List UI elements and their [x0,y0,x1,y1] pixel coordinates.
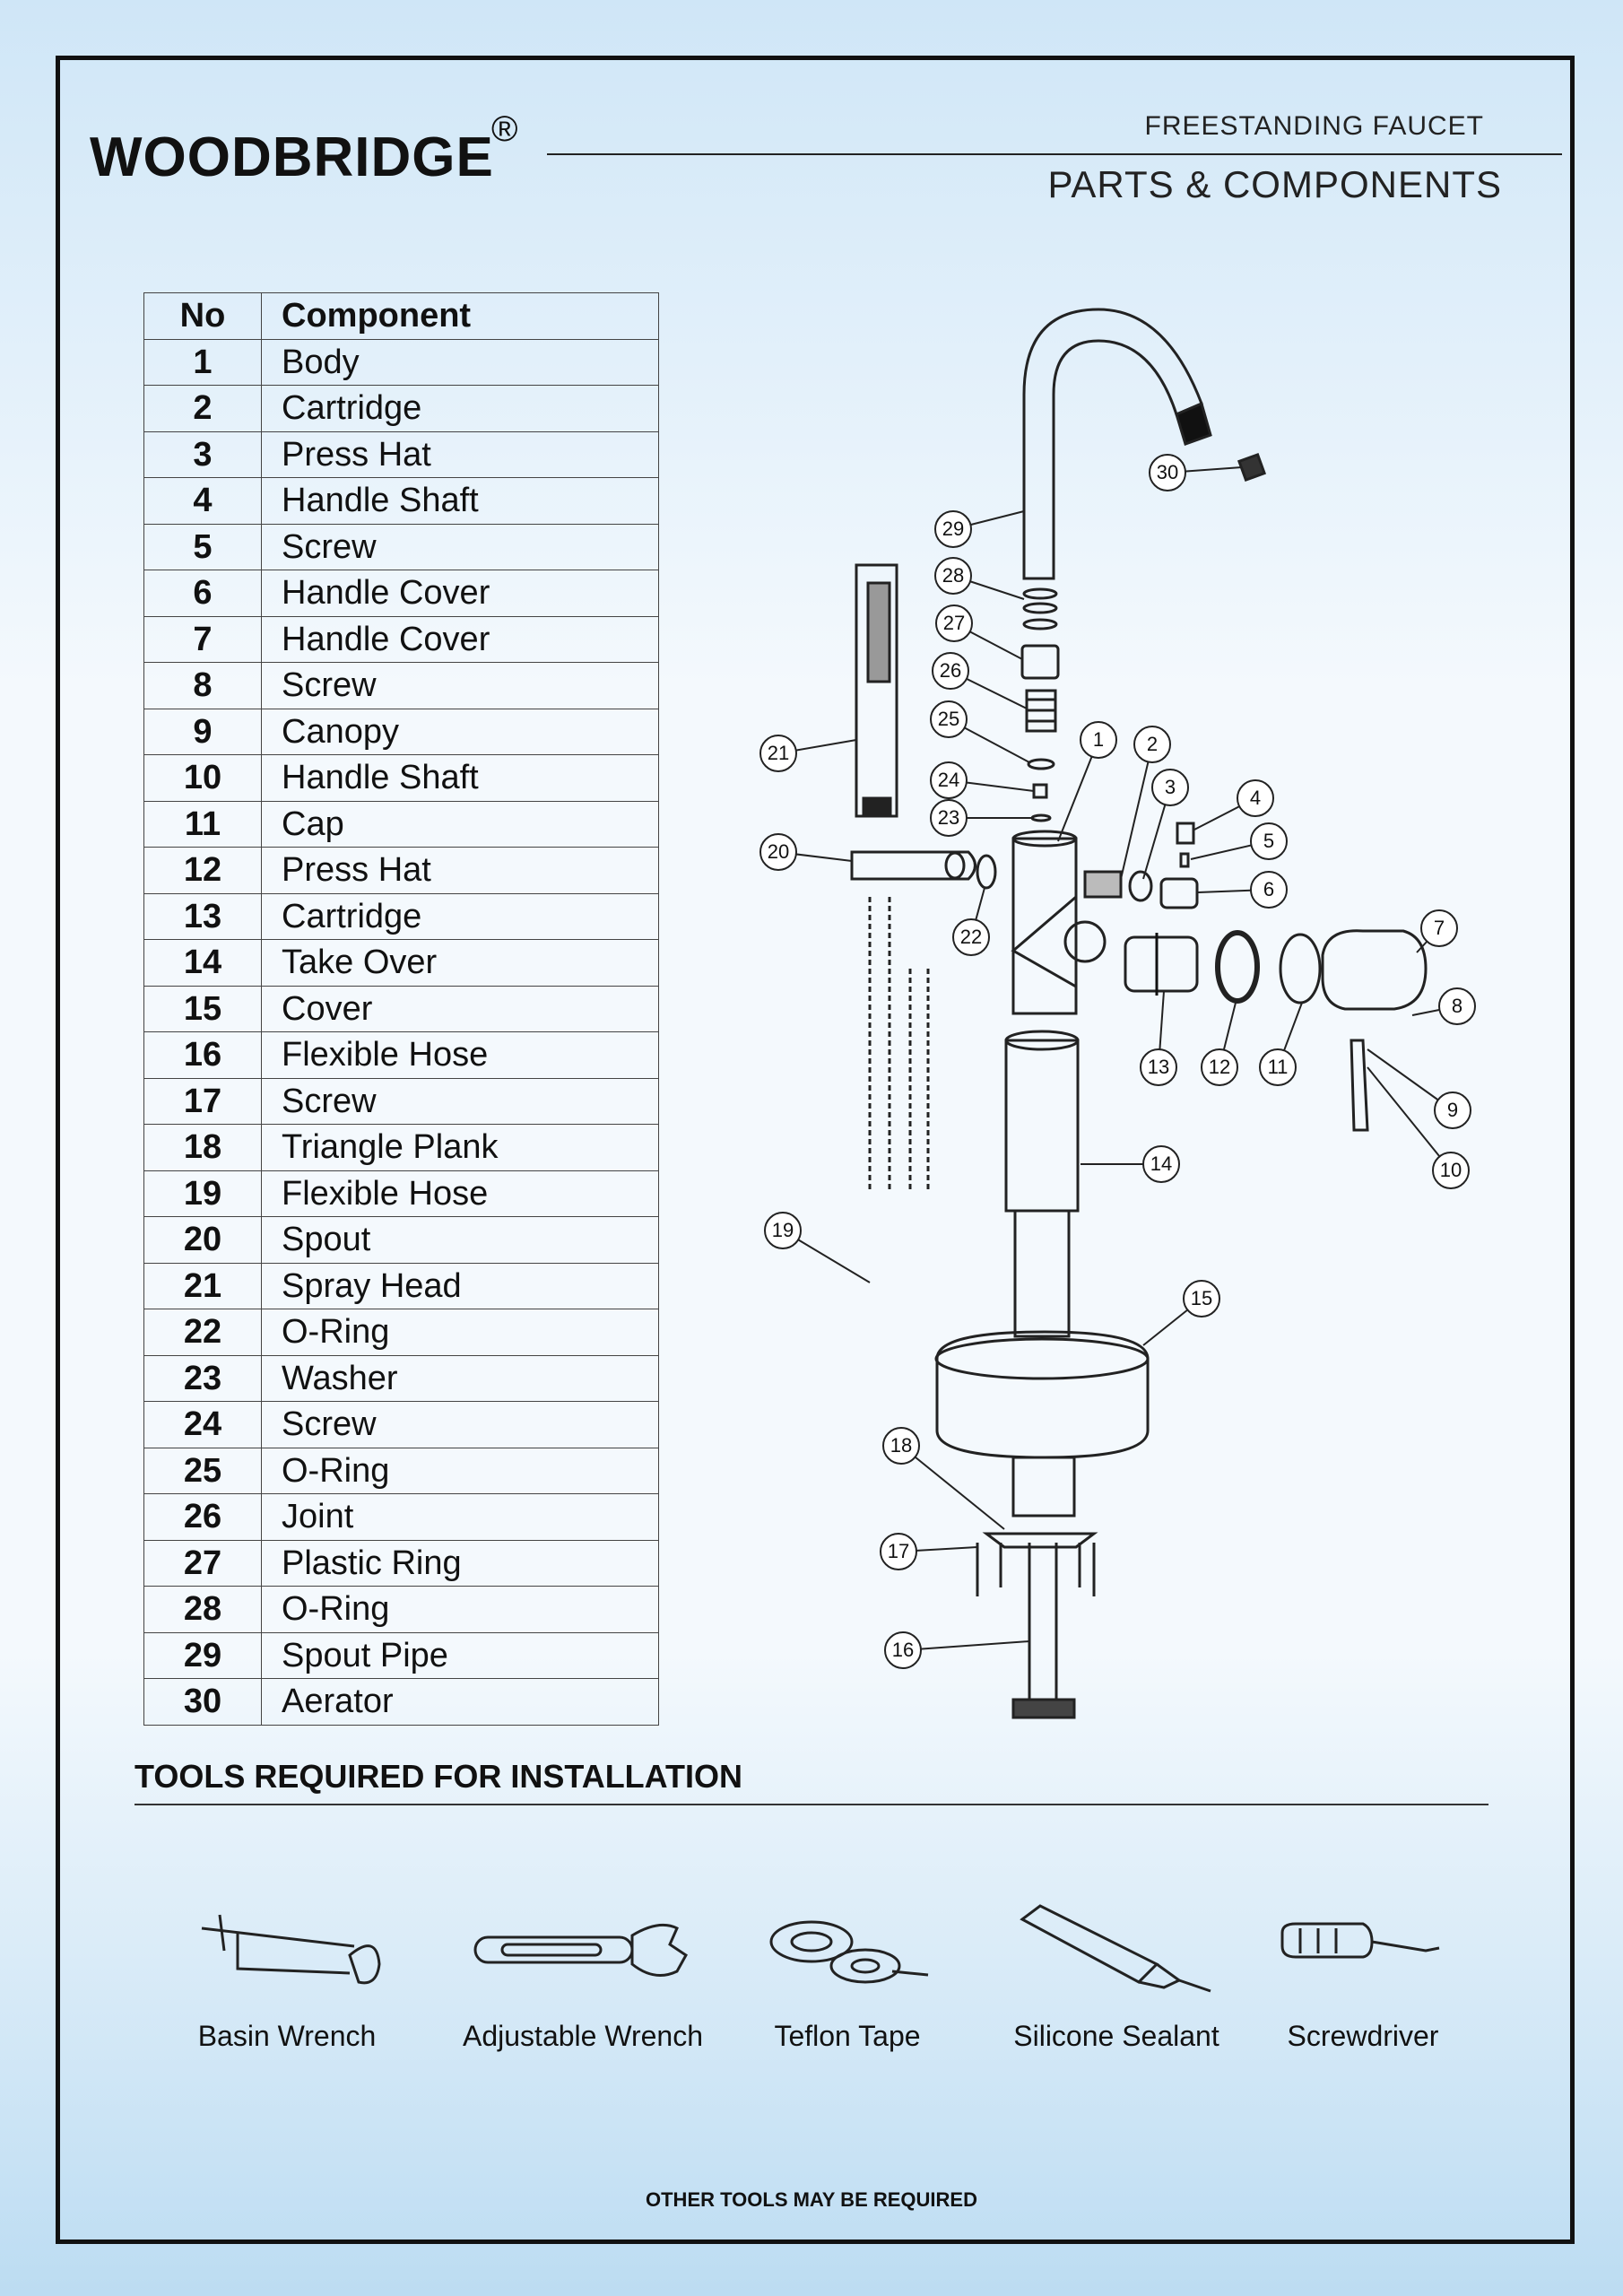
exploded-faucet-diagram [735,269,1506,1740]
part-component: Spout Pipe [262,1632,659,1679]
part-number: 23 [144,1355,262,1402]
part-component: Screw [262,663,659,709]
part-component: Handle Cover [262,570,659,617]
table-row [144,478,659,525]
handle-cover-6-shape [1161,879,1197,908]
part-component: Screw [262,1078,659,1125]
cartridge-13-shape [1125,937,1197,991]
callout-label-12: 12 [1208,1056,1231,1078]
part-component: Joint [262,1494,659,1541]
callout-label-10: 10 [1439,1159,1462,1181]
callout-label-11: 11 [1267,1056,1289,1078]
table-row [144,709,659,755]
callout-label-14: 14 [1150,1152,1173,1175]
table-row [144,616,659,663]
table-row [144,1217,659,1264]
parts-table-header [144,293,659,340]
footer-note: OTHER TOOLS MAY BE REQUIRED [646,2188,977,2211]
part-component: Press Hat [262,431,659,478]
callout-label-15: 15 [1190,1287,1213,1309]
callout-label-24: 24 [937,769,960,791]
tool-label: Screwdriver [1287,2020,1439,2052]
tool-teflon-tape [758,1901,937,2053]
col-no-header: No [144,293,262,340]
part-component: Body [262,339,659,386]
callout-label-4: 4 [1249,787,1262,809]
flexible-hose-19-shape [870,897,890,1193]
part-component: Handle Shaft [262,755,659,802]
callout-label-5: 5 [1263,830,1275,852]
part-number: 9 [144,709,262,755]
part-number: 8 [144,663,262,709]
part-number: 2 [144,386,262,432]
callout-label-9: 9 [1446,1099,1459,1121]
callout-label-20: 20 [767,840,790,863]
part-component: Screw [262,1402,659,1448]
callout-leader-2 [1121,744,1152,879]
part-component: Cap [262,801,659,848]
callout-label-13: 13 [1147,1056,1170,1078]
table-row [144,339,659,386]
cap-11-shape [1280,935,1320,1003]
callout-label-7: 7 [1433,917,1445,939]
part-component: Plastic Ring [262,1540,659,1587]
col-component-header: Component [262,293,659,340]
part-number: 25 [144,1448,262,1494]
table-row [144,1679,659,1726]
triangle-plank-shape [986,1534,1094,1547]
callout-label-6: 6 [1263,878,1275,900]
part-component: Flexible Hose [262,1170,659,1217]
cover-shape [937,1332,1148,1457]
callout-label-2: 2 [1146,733,1159,755]
table-row [144,1355,659,1402]
part-number: 6 [144,570,262,617]
take-over-shape [1006,1040,1078,1211]
spout-20-shape [852,852,976,879]
o-ring-28-shape [1024,589,1056,598]
table-row [144,1263,659,1309]
part-component: Aerator [262,1679,659,1726]
tool-label: Adjustable Wrench [463,2020,703,2052]
callout-label-25: 25 [937,708,960,730]
part-number: 27 [144,1540,262,1587]
part-component: Canopy [262,709,659,755]
table-row [144,755,659,802]
part-component: Triangle Plank [262,1125,659,1171]
part-component: Take Over [262,940,659,987]
tool-adjustable-wrench [462,1901,704,2053]
part-number: 30 [144,1679,262,1726]
table-row [144,848,659,894]
table-row [144,1309,659,1356]
screwdriver-icon [1273,1901,1453,2000]
part-number: 7 [144,616,262,663]
part-number: 4 [144,478,262,525]
table-row [144,1494,659,1541]
handle-shaft-4-shape [1177,823,1193,843]
brand-logo: WOODBRIDGE [90,126,494,188]
table-row [144,1587,659,1633]
table-row [144,1125,659,1171]
table-row [144,1540,659,1587]
part-number: 3 [144,431,262,478]
press-hat-12-shape [1218,933,1257,1001]
flexible-hose-16-shape [1029,1543,1056,1704]
part-number: 13 [144,893,262,940]
aerator-shape [1239,455,1264,480]
screw-24-shape [1034,785,1046,797]
callout-label-18: 18 [890,1434,913,1457]
handle-cover-7-shape [1323,931,1426,1009]
tool-label: Silicone Sealant [1013,2020,1219,2052]
part-component: Screw [262,524,659,570]
table-row [144,1032,659,1079]
callout-label-16: 16 [891,1639,915,1661]
product-subtitle: FREESTANDING FAUCET [1144,111,1484,141]
part-number: 20 [144,1217,262,1264]
spout-pipe-shape [1024,309,1202,578]
table-row [144,1078,659,1125]
table-row [144,1448,659,1494]
callout-label-27: 27 [942,612,966,634]
callout-label-21: 21 [767,742,790,764]
part-component: Flexible Hose [262,1032,659,1079]
part-component: Handle Cover [262,616,659,663]
part-component: O-Ring [262,1309,659,1356]
part-component: O-Ring [262,1587,659,1633]
callout-leader-16 [903,1641,1029,1650]
callout-label-29: 29 [942,517,965,540]
table-row [144,1402,659,1448]
part-number: 21 [144,1263,262,1309]
basin-wrench-icon [184,1901,390,2000]
silicone-sealant-icon [1004,1901,1228,2000]
part-component: Handle Shaft [262,478,659,525]
callout-label-19: 19 [771,1219,794,1241]
tool-label: Basin Wrench [197,2020,377,2052]
adjustable-wrench-icon [462,1901,704,2000]
callout-label-22: 22 [959,926,983,948]
table-row [144,386,659,432]
part-number: 22 [144,1309,262,1356]
parts-table [143,292,659,1726]
part-number: 19 [144,1170,262,1217]
part-number: 29 [144,1632,262,1679]
table-row [144,570,659,617]
table-row [144,940,659,987]
teflon-tape-icon [758,1901,937,2000]
callout-label-23: 23 [937,806,960,829]
table-row [144,1170,659,1217]
page-title: PARTS & COMPONENTS [1047,163,1502,205]
part-number: 24 [144,1402,262,1448]
tools-section-title: TOOLS REQUIRED FOR INSTALLATION [135,1758,742,1795]
part-number: 18 [144,1125,262,1171]
plastic-ring-shape [1022,646,1058,678]
part-number: 15 [144,986,262,1032]
handle-shaft-10-shape [1351,1040,1367,1130]
registered-mark: ® [491,109,518,149]
part-component: Cartridge [262,893,659,940]
callout-label-3: 3 [1164,776,1176,798]
table-row [144,524,659,570]
part-component: Spray Head [262,1263,659,1309]
part-number: 5 [144,524,262,570]
table-row [144,893,659,940]
part-number: 12 [144,848,262,894]
part-component: Spout [262,1217,659,1264]
callout-label-1: 1 [1092,728,1105,751]
cartridge-2-shape [1085,872,1121,897]
table-row [144,431,659,478]
part-number: 14 [144,940,262,987]
callout-label-26: 26 [939,659,962,682]
callout-leader-18 [901,1446,1004,1529]
callout-label-8: 8 [1451,995,1463,1017]
tool-silicone-sealant [1004,1901,1228,2053]
cover-upper-shape [1015,1211,1069,1336]
screw-17-shape [977,1543,1094,1596]
tool-label: Teflon Tape [774,2020,921,2052]
part-component: Cartridge [262,386,659,432]
table-row [144,663,659,709]
part-number: 17 [144,1078,262,1125]
aerator-tip-shape [1176,404,1211,444]
table-row [144,1632,659,1679]
part-number: 26 [144,1494,262,1541]
callout-label-28: 28 [942,564,965,587]
table-row [144,986,659,1032]
part-number: 16 [144,1032,262,1079]
body-shape [1013,839,1076,1013]
header-divider [547,153,1562,155]
part-number: 28 [144,1587,262,1633]
table-row [144,801,659,848]
tool-screwdriver [1273,1901,1453,2053]
part-number: 10 [144,755,262,802]
part-component: Press Hat [262,848,659,894]
callout-label-30: 30 [1156,461,1179,483]
tool-basin-wrench [184,1901,390,2053]
part-component: Washer [262,1355,659,1402]
part-number: 1 [144,339,262,386]
part-number: 11 [144,801,262,848]
tools-divider [135,1804,1488,1805]
part-component: Cover [262,986,659,1032]
part-component: O-Ring [262,1448,659,1494]
callout-label-17: 17 [887,1540,910,1562]
